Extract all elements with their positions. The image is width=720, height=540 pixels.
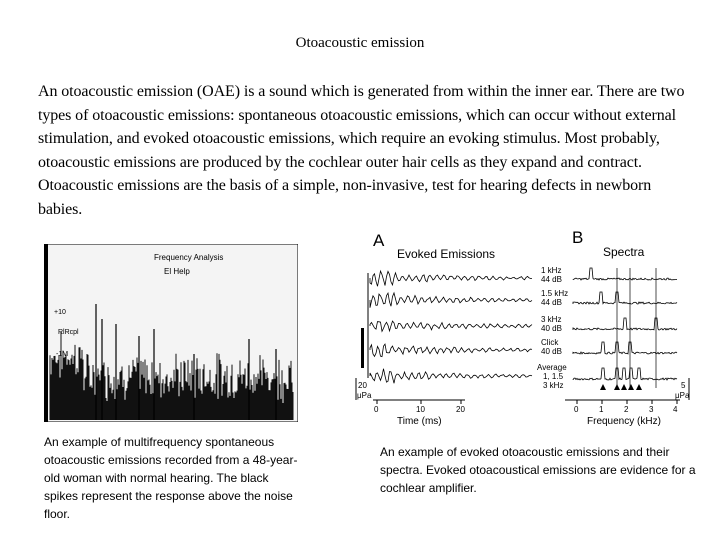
left-figure-axis — [44, 244, 48, 422]
left-y-mark-1: RlRcpl — [58, 329, 79, 336]
scale-b-value: 5 — [681, 381, 686, 390]
left-figure-caption: An example of multifrequency spontaneous otoacoustic emissions recorded from a 48-year-old woman with normal hearing. The black spikes represent the response above the noise floor. — [44, 435, 298, 521]
body-paragraph: An otoacoustic emission (OAE) is a sound which is generated from within the inner ear. There are two types of otoacoustic emissions: spontaneous otoacoustic emissions, which can occur without external stimulation, and evoked otoacoustic emissions, which require an evoking stimulus. Most probably, otoacoustic emissions are produced by the cochlear outer hair cells as they expand and contract. Otoacoustic emissions are the basis of a simple, non-invasive, test for hearing defects in newborn babies. — [38, 83, 685, 218]
trace-5-line-1: Average — [537, 363, 567, 372]
arrow-2 — [614, 384, 620, 390]
trace-2-line-1: 1.5 kHz — [541, 289, 569, 298]
trace-5-line-2: 1, 1.5 — [543, 372, 564, 381]
freq-tick-1: 1 — [599, 405, 604, 414]
time-tick-1: 10 — [416, 405, 425, 414]
freq-tick-4: 4 — [673, 405, 678, 414]
left-figure-subheader: El Help — [164, 267, 190, 276]
arrow-3 — [621, 384, 627, 390]
trace-label-1 — [541, 266, 562, 284]
trace-1-line-1: 1 kHz — [541, 266, 562, 275]
trace-label-5 — [537, 363, 567, 390]
stimulus-marker — [361, 328, 364, 368]
time-trace-5 — [370, 369, 532, 384]
left-y-mark-0: +10 — [54, 309, 66, 316]
trace-3-line-1: 3 kHz — [541, 315, 562, 324]
trace-label-4 — [541, 338, 562, 356]
panel-a-title: Evoked Emissions — [397, 247, 496, 261]
time-trace-2 — [370, 293, 532, 308]
trace-4-line-1: Click — [541, 338, 559, 347]
freq-tick-3: 3 — [649, 405, 654, 414]
trace-label-2 — [541, 289, 568, 307]
spectrum-trace-1 — [573, 268, 677, 280]
trace-4-line-2: 40 dB — [541, 347, 562, 356]
spectrum-trace-3 — [573, 318, 677, 330]
freq-tick-0: 0 — [574, 405, 579, 414]
time-tick-2: 20 — [456, 405, 465, 414]
slide-title: Otoacoustic emission — [295, 35, 425, 51]
time-trace-4 — [370, 344, 532, 357]
spontaneous-oae-figure — [44, 244, 298, 422]
trace-2-line-2: 44 dB — [541, 298, 562, 307]
time-domain-traces — [370, 271, 532, 383]
scale-a-unit: μPa — [357, 391, 372, 400]
time-axis-label: Time (ms) — [397, 416, 442, 426]
scale-a-value: 20 — [358, 381, 367, 390]
time-tick-0: 0 — [374, 405, 379, 414]
arrow-1 — [600, 384, 606, 390]
spectrum-trace-2 — [573, 292, 677, 304]
left-y-mark-2: -1M — [56, 351, 69, 358]
left-figure-header: Frequency Analysis — [154, 253, 224, 262]
right-figure-caption: An example of evoked otoacoustic emissions and their spectra. Evoked otoacoustical emissions are evidence for a cochlear amplifier. — [380, 445, 696, 495]
trace-label-3 — [541, 315, 562, 333]
evoked-emissions-figure — [355, 228, 690, 426]
spectrum-arrows — [600, 384, 642, 390]
spectrum-trace-4 — [573, 342, 677, 354]
trace-3-line-2: 40 dB — [541, 324, 562, 333]
freq-axis-label: Frequency (kHz) — [587, 416, 661, 426]
arrow-5 — [636, 384, 642, 390]
panel-b-title: Spectra — [603, 245, 645, 259]
arrow-4 — [628, 384, 634, 390]
trace-1-line-2: 44 dB — [541, 275, 562, 284]
spectra-traces — [573, 268, 677, 380]
time-trace-3 — [370, 321, 532, 331]
time-trace-1 — [370, 271, 532, 286]
freq-tick-2: 2 — [624, 405, 629, 414]
panel-a-letter: A — [373, 231, 385, 250]
trace-5-line-3: 3 kHz — [543, 381, 564, 390]
spectrum-trace-5 — [573, 368, 677, 380]
panel-b-letter: B — [572, 228, 584, 247]
scale-b-unit: μPa — [675, 391, 690, 400]
